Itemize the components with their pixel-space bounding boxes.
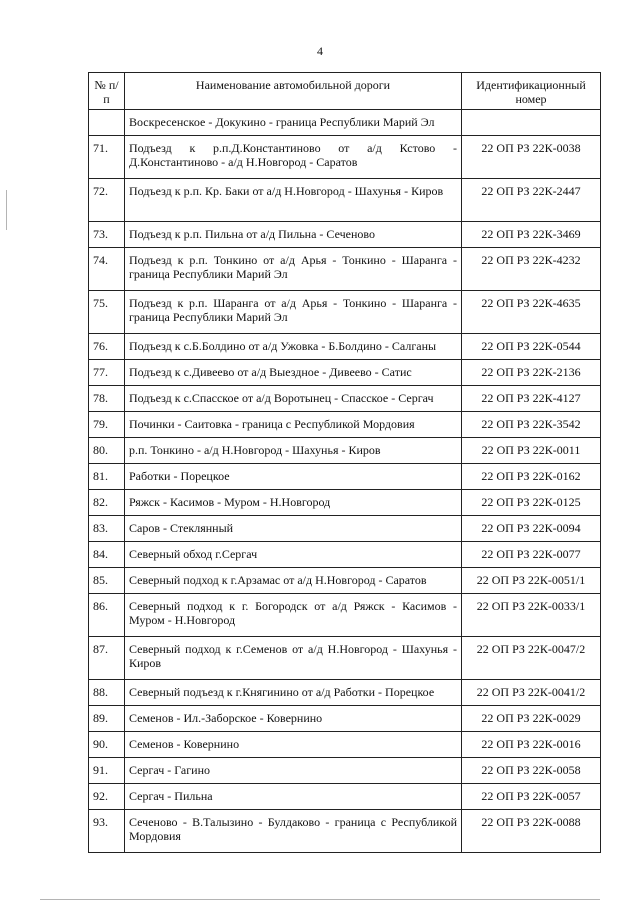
road-id-cell: 22 ОП РЗ 22К-0016 bbox=[462, 732, 601, 758]
road-name-cell: Подъезд к р.п. Шаранга от а/д Арья - Тонкино - Шаранга - граница Республики Марий Эл bbox=[125, 291, 462, 334]
table-row bbox=[89, 542, 601, 568]
road-id-cell: 22 ОП РЗ 22К-0029 bbox=[462, 706, 601, 732]
road-id-cell: 22 ОП РЗ 22К-0125 bbox=[462, 490, 601, 516]
road-id-cell: 22 ОП РЗ 22К-0038 bbox=[462, 136, 601, 179]
road-name-cell: Сергач - Пильна bbox=[125, 784, 462, 810]
road-id-cell: 22 ОП РЗ 22К-4232 bbox=[462, 248, 601, 291]
road-id-cell: 22 ОП РЗ 22К-2136 bbox=[462, 360, 601, 386]
row-number-cell: 78. bbox=[89, 386, 125, 412]
header-num: № п/п bbox=[89, 73, 125, 110]
road-id-cell: 22 ОП РЗ 22К-0041/2 bbox=[462, 680, 601, 706]
row-number-cell: 71. bbox=[89, 136, 125, 179]
road-name-cell: Северный подход к г.Арзамас от а/д Н.Новгород - Саратов bbox=[125, 568, 462, 594]
road-id-cell: 22 ОП РЗ 22К-0094 bbox=[462, 516, 601, 542]
continuation-row bbox=[89, 110, 601, 136]
road-name-cell: Северный подход к г.Семенов от а/д Н.Новгород - Шахунья - Киров bbox=[125, 637, 462, 680]
table-row bbox=[89, 464, 601, 490]
row-number-cell: 85. bbox=[89, 568, 125, 594]
row-number-cell: 76. bbox=[89, 334, 125, 360]
road-name-cell: Саров - Стеклянный bbox=[125, 516, 462, 542]
row-number-cell: 92. bbox=[89, 784, 125, 810]
table-row bbox=[89, 810, 601, 853]
table-row bbox=[89, 248, 601, 291]
roads-table bbox=[88, 72, 601, 853]
road-name-cell: р.п. Тонкино - а/д Н.Новгород - Шахунья - Киров bbox=[125, 438, 462, 464]
road-name-cell: Работки - Порецкое bbox=[125, 464, 462, 490]
table-row bbox=[89, 412, 601, 438]
table-row bbox=[89, 291, 601, 334]
row-number-cell: 83. bbox=[89, 516, 125, 542]
row-number-cell: 89. bbox=[89, 706, 125, 732]
road-name-cell: Сергач - Гагино bbox=[125, 758, 462, 784]
table-row bbox=[89, 438, 601, 464]
header-id: Идентификационный номер bbox=[462, 73, 601, 110]
road-name-cell: Северный подход к г. Богородск от а/д Ряжск - Касимов - Муром - Н.Новгород bbox=[125, 594, 462, 637]
row-number-cell: 82. bbox=[89, 490, 125, 516]
header-name: Наименование автомобильной дороги bbox=[125, 73, 462, 110]
road-id-cell: 22 ОП РЗ 22К-0088 bbox=[462, 810, 601, 853]
table-row bbox=[89, 490, 601, 516]
road-id-cell: 22 ОП РЗ 22К-0544 bbox=[462, 334, 601, 360]
scan-artifact-line bbox=[40, 899, 600, 900]
row-number-cell: 72. bbox=[89, 179, 125, 222]
row-number-cell: 77. bbox=[89, 360, 125, 386]
scan-artifact-edge bbox=[6, 190, 7, 230]
road-id-cell: 22 ОП РЗ 22К-0047/2 bbox=[462, 637, 601, 680]
table-row bbox=[89, 334, 601, 360]
row-number-cell: 79. bbox=[89, 412, 125, 438]
continuation-name-cell: Воскресенское - Докукино - граница Республики Марий Эл bbox=[125, 110, 462, 136]
table-row bbox=[89, 680, 601, 706]
table-row bbox=[89, 136, 601, 179]
row-number-cell: 86. bbox=[89, 594, 125, 637]
road-id-cell: 22 ОП РЗ 22К-4127 bbox=[462, 386, 601, 412]
row-number-cell: 91. bbox=[89, 758, 125, 784]
road-name-cell: Подъезд к с.Б.Болдино от а/д Ужовка - Б.Болдино - Салганы bbox=[125, 334, 462, 360]
table-header-row bbox=[89, 73, 601, 110]
table-row bbox=[89, 784, 601, 810]
road-name-cell: Подъезд к р.п. Тонкино от а/д Арья - Тонкино - Шаранга - граница Республики Марий Эл bbox=[125, 248, 462, 291]
table-row bbox=[89, 758, 601, 784]
table-row bbox=[89, 706, 601, 732]
table-row bbox=[89, 568, 601, 594]
row-number-cell: 88. bbox=[89, 680, 125, 706]
table-row bbox=[89, 386, 601, 412]
road-id-cell: 22 ОП РЗ 22К-3469 bbox=[462, 222, 601, 248]
road-id-cell: 22 ОП РЗ 22К-0051/1 bbox=[462, 568, 601, 594]
table-row bbox=[89, 360, 601, 386]
road-id-cell: 22 ОП РЗ 22К-0033/1 bbox=[462, 594, 601, 637]
table-row bbox=[89, 732, 601, 758]
row-number-cell: 80. bbox=[89, 438, 125, 464]
row-number-cell: 84. bbox=[89, 542, 125, 568]
row-number-cell: 73. bbox=[89, 222, 125, 248]
road-id-cell: 22 ОП РЗ 22К-3542 bbox=[462, 412, 601, 438]
table-row bbox=[89, 179, 601, 222]
continuation-id-cell bbox=[462, 110, 601, 136]
table-row bbox=[89, 516, 601, 542]
road-id-cell: 22 ОП РЗ 22К-2447 bbox=[462, 179, 601, 222]
road-id-cell: 22 ОП РЗ 22К-0011 bbox=[462, 438, 601, 464]
table-row bbox=[89, 222, 601, 248]
road-name-cell: Северный подъезд к г.Княгинино от а/д Работки - Порецкое bbox=[125, 680, 462, 706]
table-row bbox=[89, 594, 601, 637]
table-row bbox=[89, 637, 601, 680]
road-name-cell: Починки - Саитовка - граница с Республикой Мордовия bbox=[125, 412, 462, 438]
road-name-cell: Северный обход г.Сергач bbox=[125, 542, 462, 568]
road-name-cell: Семенов - Ковернино bbox=[125, 732, 462, 758]
road-id-cell: 22 ОП РЗ 22К-0162 bbox=[462, 464, 601, 490]
road-name-cell: Ряжск - Касимов - Муром - Н.Новгород bbox=[125, 490, 462, 516]
road-name-cell: Подъезд к р.п. Кр. Баки от а/д Н.Новгород - Шахунья - Киров bbox=[125, 179, 462, 222]
road-id-cell: 22 ОП РЗ 22К-0058 bbox=[462, 758, 601, 784]
row-number-cell: 81. bbox=[89, 464, 125, 490]
row-number-cell: 75. bbox=[89, 291, 125, 334]
road-id-cell: 22 ОП РЗ 22К-4635 bbox=[462, 291, 601, 334]
road-name-cell: Подъезд к с.Дивеево от а/д Выездное - Дивеево - Сатис bbox=[125, 360, 462, 386]
row-number-cell: 93. bbox=[89, 810, 125, 853]
road-name-cell: Семенов - Ил.-Заборское - Ковернино bbox=[125, 706, 462, 732]
road-id-cell: 22 ОП РЗ 22К-0057 bbox=[462, 784, 601, 810]
page-number: 4 bbox=[317, 44, 323, 58]
row-number-cell: 87. bbox=[89, 637, 125, 680]
road-name-cell: Сеченово - В.Талызино - Булдаково - граница с Республикой Мордовия bbox=[125, 810, 462, 853]
road-name-cell: Подъезд к р.п. Пильна от а/д Пильна - Сеченово bbox=[125, 222, 462, 248]
continuation-num-cell bbox=[89, 110, 125, 136]
road-id-cell: 22 ОП РЗ 22К-0077 bbox=[462, 542, 601, 568]
road-name-cell: Подъезд к р.п.Д.Константиново от а/д Кстово - Д.Константиново - а/д Н.Новгород - Саратов bbox=[125, 136, 462, 179]
row-number-cell: 90. bbox=[89, 732, 125, 758]
row-number-cell: 74. bbox=[89, 248, 125, 291]
road-name-cell: Подъезд к с.Спасское от а/д Воротынец - Спасское - Сергач bbox=[125, 386, 462, 412]
